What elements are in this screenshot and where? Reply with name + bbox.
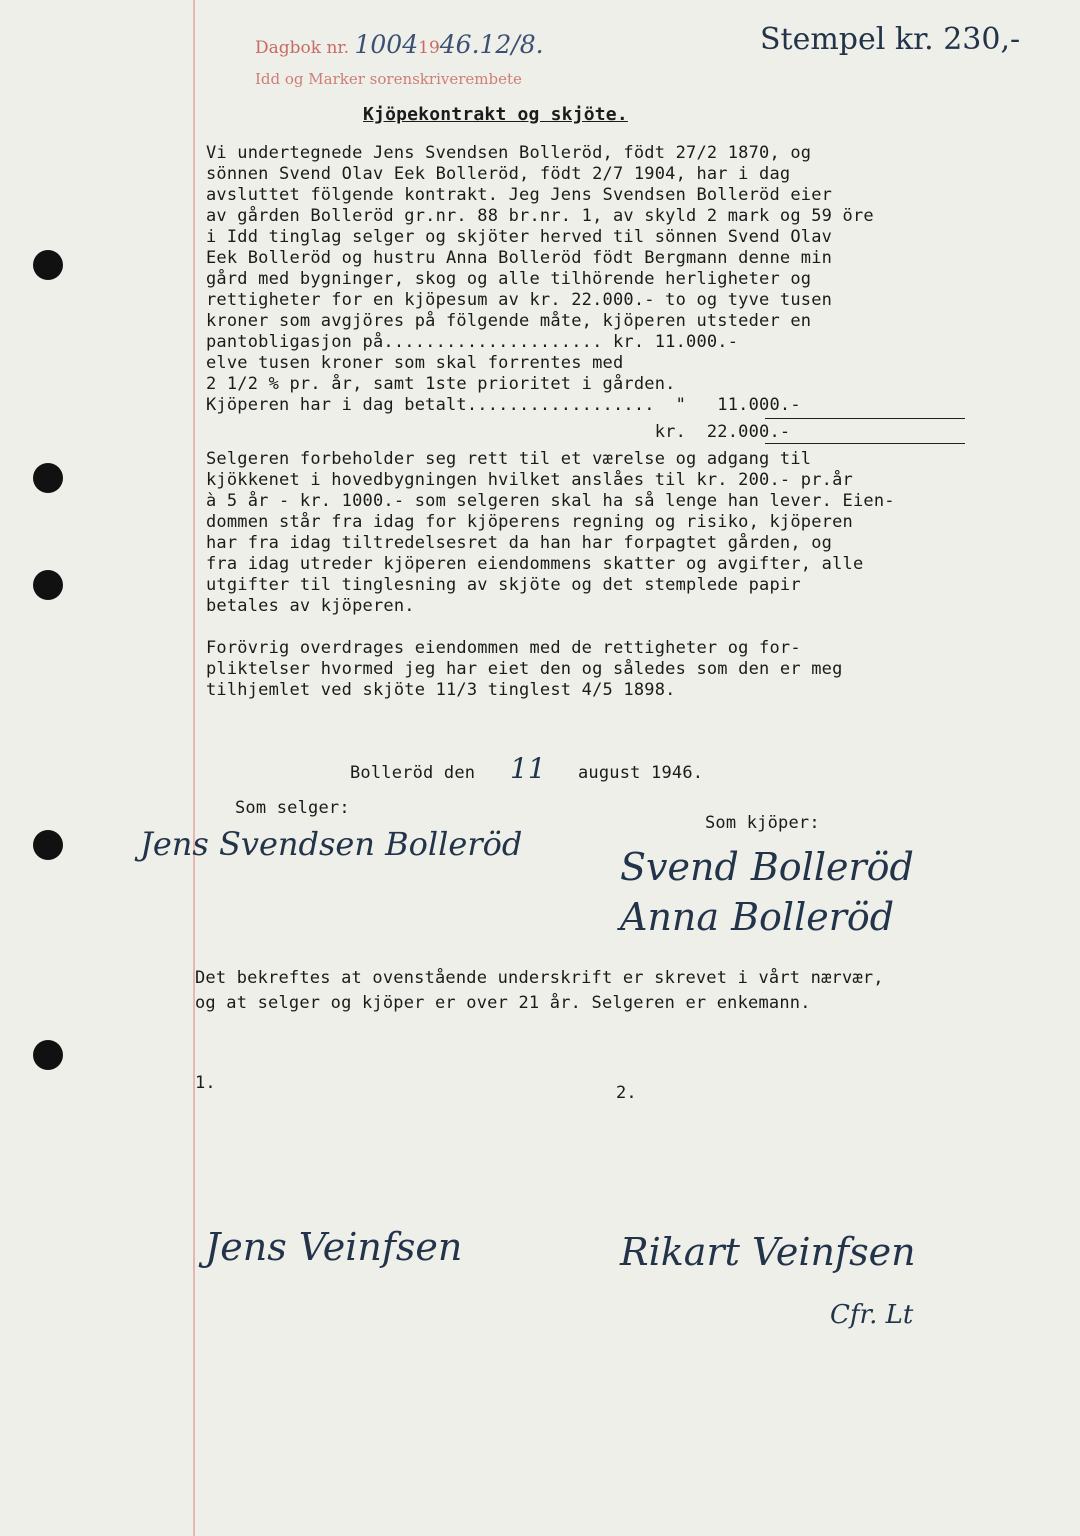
body-line: kroner som avgjöres på fölgende måte, kjöperen utsteder en bbox=[206, 311, 812, 331]
body-line: betales av kjöperen. bbox=[206, 596, 415, 616]
witness-signature: Rikart Veinfsen bbox=[620, 1230, 916, 1274]
punch-hole bbox=[33, 1040, 63, 1070]
punch-hole bbox=[33, 570, 63, 600]
witness-number: 2. bbox=[616, 1083, 637, 1103]
sum-rule bbox=[765, 418, 965, 419]
body-line: Vi undertegnede Jens Svendsen Bolleröd, födt 27/2 1870, og bbox=[206, 143, 812, 163]
body-line: pantobligasjon på..................... kr. 11.000.- bbox=[206, 332, 739, 352]
body-line: rettigheter for en kjöpesum av kr. 22.000.- to og tyve tusen bbox=[206, 290, 833, 310]
dagbok-date: 46.12/8. bbox=[439, 30, 544, 59]
punch-hole bbox=[33, 250, 63, 280]
dagbok-year-prefix: 19 bbox=[418, 38, 440, 58]
body-line: av gården Bolleröd gr.nr. 88 br.nr. 1, av skyld 2 mark og 59 öre bbox=[206, 206, 874, 226]
date-day: 11 bbox=[510, 752, 546, 785]
body-line: har fra idag tiltredelsesret da han har forpagtet gården, og bbox=[206, 533, 833, 553]
stempel-note: Stempel kr. 230,- bbox=[760, 22, 1021, 57]
dagbok-stamp bbox=[255, 30, 544, 59]
witness-signature: Jens Veinfsen bbox=[205, 1225, 463, 1269]
body-line: Forövrig overdrages eiendommen med de rettigheter og for- bbox=[206, 638, 801, 658]
body-line: i Idd tinglag selger og skjöter herved til sönnen Svend Olav bbox=[206, 227, 833, 247]
body-line: avsluttet fölgende kontrakt. Jeg Jens Svendsen Bolleröd eier bbox=[206, 185, 833, 205]
margin-line bbox=[193, 0, 195, 1536]
buyer-label: Som kjöper: bbox=[705, 813, 820, 833]
body-line: 2 1/2 % pr. år, samt 1ste prioritet i gården. bbox=[206, 374, 676, 394]
body-line: gård med bygninger, skog og alle tilhörende herligheter og bbox=[206, 269, 812, 289]
initials: Cfr. Lt bbox=[830, 1300, 914, 1330]
body-line: Kjöperen har i dag betalt.................. " 11.000.- bbox=[206, 395, 801, 415]
seller-signature: Jens Svendsen Bolleröd bbox=[140, 825, 523, 863]
punch-hole bbox=[33, 463, 63, 493]
body-line: Selgeren forbeholder seg rett til et værelse og adgang til bbox=[206, 449, 812, 469]
body-line: pliktelser hvormed jeg har eiet den og således som den er meg bbox=[206, 659, 843, 679]
buyer-signature: Svend Bolleröd bbox=[620, 845, 914, 889]
date-prefix: Bolleröd den bbox=[350, 763, 476, 783]
body-line: fra idag utreder kjöperen eiendommens skatter og avgifter, alle bbox=[206, 554, 864, 574]
document-title: Kjöpekontrakt og skjöte. bbox=[363, 104, 628, 125]
body-line: à 5 år - kr. 1000.- som selgeren skal ha så lenge han lever. Eien- bbox=[206, 491, 895, 511]
body-line: tilhjemlet ved skjöte 11/3 tinglest 4/5 1898. bbox=[206, 680, 676, 700]
confirm-line: Det bekreftes at ovenstående underskrift er skrevet i vårt nærvær, bbox=[195, 968, 884, 988]
body-line: dommen står fra idag for kjöperens regning og risiko, kjöperen bbox=[206, 512, 853, 532]
dagbok-number: 1004 bbox=[354, 30, 419, 59]
dagbok-label: Dagbok nr. bbox=[255, 38, 350, 58]
body-line: utgifter til tinglesning av skjöte og det stemplede papir bbox=[206, 575, 801, 595]
date-suffix: august 1946. bbox=[578, 763, 704, 783]
punch-hole bbox=[33, 830, 63, 860]
body-line: Eek Bolleröd og hustru Anna Bolleröd födt Bergmann denne min bbox=[206, 248, 833, 268]
office-stamp: Idd og Marker sorenskriverembete bbox=[255, 70, 522, 88]
body-line: kr. 22.000.- bbox=[206, 422, 791, 442]
seller-label: Som selger: bbox=[235, 798, 350, 818]
body-line: sönnen Svend Olav Eek Bolleröd, födt 2/7 1904, har i dag bbox=[206, 164, 791, 184]
buyer-signature: Anna Bolleröd bbox=[620, 895, 895, 939]
body-line: kjökkenet i hovedbygningen hvilket anslåes til kr. 200.- pr.år bbox=[206, 470, 853, 490]
witness-number: 1. bbox=[195, 1073, 216, 1093]
sum-rule bbox=[765, 443, 965, 444]
body-line: elve tusen kroner som skal forrentes med bbox=[206, 353, 624, 373]
confirm-line: og at selger og kjöper er over 21 år. Selgeren er enkemann. bbox=[195, 993, 811, 1013]
